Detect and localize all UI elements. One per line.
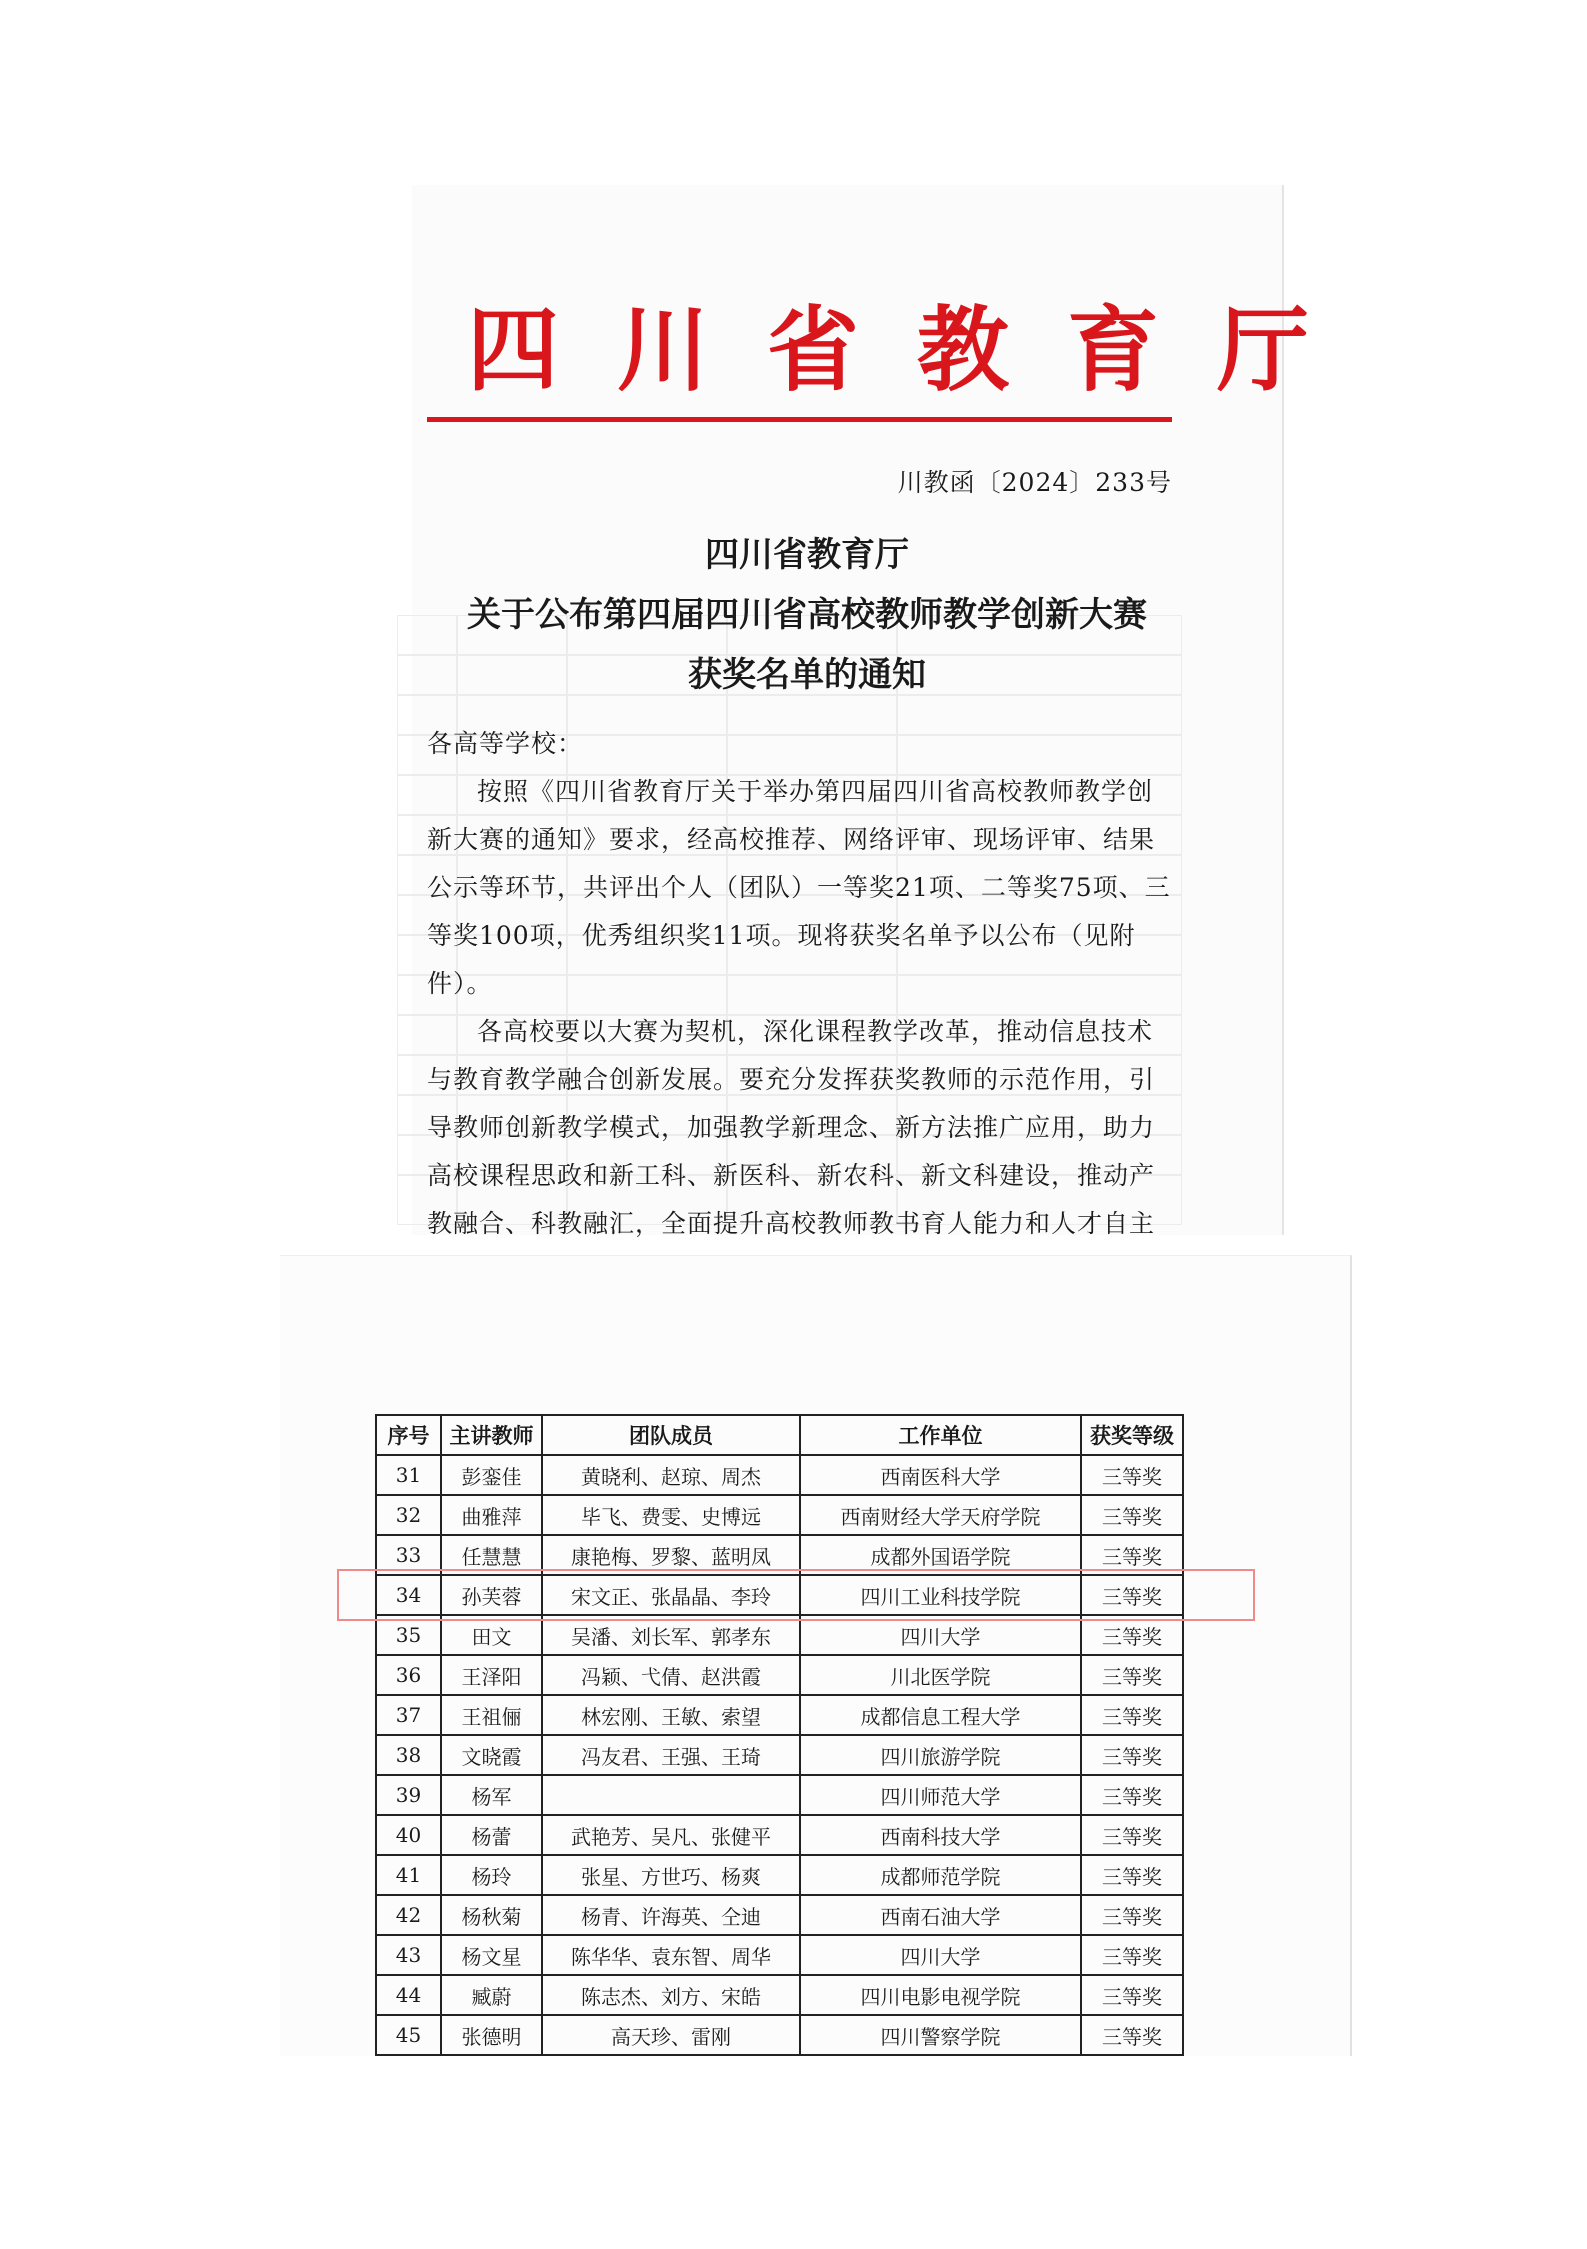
awards-table-page: [280, 1255, 1352, 2056]
cell-award-level: 三等奖: [1081, 1455, 1183, 1495]
header-index: 序号: [376, 1415, 441, 1455]
table-row: [376, 1855, 1183, 1895]
cell-institution: 四川电影电视学院: [800, 1975, 1081, 2015]
cell-lead-teacher: 彭銮佳: [441, 1455, 542, 1495]
table-row: [376, 1775, 1183, 1815]
title-line: 关于公布第四届四川省高校教师教学创新大赛: [467, 595, 1147, 635]
cell-lead-teacher: 张德明: [441, 2015, 542, 2055]
cell-team-members: 陈华华、袁东智、周华: [542, 1935, 800, 1975]
cell-team-members: 冯颖、弋倩、赵洪霞: [542, 1655, 800, 1695]
cell-lead-teacher: 杨玲: [441, 1855, 542, 1895]
cell-institution: 成都信息工程大学: [800, 1695, 1081, 1735]
cell-index: 43: [376, 1935, 441, 1975]
cell-lead-teacher: 臧蔚: [441, 1975, 542, 2015]
body-paragraph: 各高校要以大赛为契机，深化课程教学改革，推动信息技术与教育教学融合创新发展。要充分发挥获奖教师的示范作用，引导教师创新教学模式，加强教学新理念、新方法推广应用，助力高校课程思政和新工科、新医科、新农科、新文科建设，推动产教融合、科教融汇，全面提升高校教师教书育人能力和人才自主: [427, 1017, 1156, 1238]
table-row: [376, 1535, 1183, 1575]
cell-team-members: 黄晓利、赵琼、周杰: [542, 1455, 800, 1495]
cell-lead-teacher: 杨蕾: [441, 1815, 542, 1855]
cell-index: 37: [376, 1695, 441, 1735]
cell-award-level: 三等奖: [1081, 1815, 1183, 1855]
cell-index: 34: [376, 1575, 441, 1615]
cell-award-level: 三等奖: [1081, 1935, 1183, 1975]
table-row: [376, 1815, 1183, 1855]
issuer-header: 四川省教育厅: [467, 296, 1368, 404]
table-row: [376, 1975, 1183, 2015]
table-header-row: [376, 1415, 1183, 1455]
cell-award-level: 三等奖: [1081, 1695, 1183, 1735]
cell-index: 33: [376, 1535, 441, 1575]
cell-team-members: 陈志杰、刘方、宋皓: [542, 1975, 800, 2015]
cell-lead-teacher: 杨军: [441, 1775, 542, 1815]
cell-institution: 四川警察学院: [800, 2015, 1081, 2055]
cell-award-level: 三等奖: [1081, 1735, 1183, 1775]
table-row: [376, 1735, 1183, 1775]
cell-index: 32: [376, 1495, 441, 1535]
table-row-highlighted: [376, 1575, 1183, 1615]
cell-award-level: 三等奖: [1081, 1495, 1183, 1535]
cell-index: 45: [376, 2015, 441, 2055]
cell-index: 36: [376, 1655, 441, 1695]
body-paragraph: 按照《四川省教育厅关于举办第四届四川省高校教师教学创新大赛的通知》要求，经高校推荐、网络评审、现场评审、结果公示等环节，共评出个人（团队）一等奖21项、二等奖75项、三等奖100项，优秀组织奖11项。现将获奖名单予以公布（见附件）。: [427, 777, 1171, 998]
cell-institution: 四川旅游学院: [800, 1735, 1081, 1775]
cell-lead-teacher: 任慧慧: [441, 1535, 542, 1575]
cell-award-level: 三等奖: [1081, 1855, 1183, 1895]
cell-team-members: 高天珍、雷刚: [542, 2015, 800, 2055]
cell-lead-teacher: 文晓霞: [441, 1735, 542, 1775]
cell-team-members: 毕飞、费雯、史博远: [542, 1495, 800, 1535]
cell-index: 40: [376, 1815, 441, 1855]
cell-institution: 西南医科大学: [800, 1455, 1081, 1495]
cell-index: 38: [376, 1735, 441, 1775]
cell-team-members: 宋文正、张晶晶、李玲: [542, 1575, 800, 1615]
cell-lead-teacher: 王泽阳: [441, 1655, 542, 1695]
cell-team-members: 张星、方世巧、杨爽: [542, 1855, 800, 1895]
cell-lead-teacher: 田文: [441, 1615, 542, 1655]
cell-index: 39: [376, 1775, 441, 1815]
table-row: [376, 1495, 1183, 1535]
cell-team-members: [542, 1775, 800, 1815]
cell-institution: 成都师范学院: [800, 1855, 1081, 1895]
header-institution: 工作单位: [800, 1415, 1081, 1455]
table-row: [376, 1895, 1183, 1935]
salutation: 各高等学校：: [427, 729, 584, 758]
cell-institution: 四川师范大学: [800, 1775, 1081, 1815]
cell-team-members: 冯友君、王强、王琦: [542, 1735, 800, 1775]
awards-table: [375, 1414, 1184, 2056]
cell-lead-teacher: 王祖俪: [441, 1695, 542, 1735]
header-team-members: 团队成员: [542, 1415, 800, 1455]
cell-institution: 四川大学: [800, 1935, 1081, 1975]
cell-index: 41: [376, 1855, 441, 1895]
cell-award-level: 三等奖: [1081, 1575, 1183, 1615]
cell-team-members: 杨青、许海英、仝迪: [542, 1895, 800, 1935]
notice-page: [412, 185, 1368, 1238]
table-row: [376, 1615, 1183, 1655]
table-row: [376, 1455, 1183, 1495]
title-line: 获奖名单的通知: [688, 655, 926, 695]
cell-index: 31: [376, 1455, 441, 1495]
cell-institution: 西南科技大学: [800, 1815, 1081, 1855]
cell-team-members: 吴潘、刘长军、郭孝东: [542, 1615, 800, 1655]
cell-team-members: 武艳芳、吴凡、张健平: [542, 1815, 800, 1855]
cell-institution: 四川大学: [800, 1615, 1081, 1655]
cell-index: 42: [376, 1895, 441, 1935]
table-row: [376, 1935, 1183, 1975]
notice-body: [427, 720, 1177, 1296]
cell-team-members: 林宏刚、王敏、索望: [542, 1695, 800, 1735]
cell-award-level: 三等奖: [1081, 1615, 1183, 1655]
table-row: [376, 1695, 1183, 1735]
cell-lead-teacher: 杨文星: [441, 1935, 542, 1975]
title-line: 四川省教育厅: [705, 535, 909, 575]
cell-lead-teacher: 曲雅萍: [441, 1495, 542, 1535]
cell-institution: 四川工业科技学院: [800, 1575, 1081, 1615]
header-lead-teacher: 主讲教师: [441, 1415, 542, 1455]
cell-award-level: 三等奖: [1081, 1535, 1183, 1575]
header-award-level: 获奖等级: [1081, 1415, 1183, 1455]
cell-award-level: 三等奖: [1081, 1895, 1183, 1935]
cell-index: 44: [376, 1975, 441, 2015]
cell-institution: 西南财经大学天府学院: [800, 1495, 1081, 1535]
document-number: 川教函〔2024〕233号: [897, 468, 1172, 497]
cell-award-level: 三等奖: [1081, 1775, 1183, 1815]
red-divider: [427, 417, 1172, 422]
cell-award-level: 三等奖: [1081, 1975, 1183, 2015]
cell-institution: 成都外国语学院: [800, 1535, 1081, 1575]
cell-institution: 川北医学院: [800, 1655, 1081, 1695]
notice-title: [412, 525, 1202, 705]
cell-institution: 西南石油大学: [800, 1895, 1081, 1935]
table-row: [376, 1655, 1183, 1695]
cell-award-level: 三等奖: [1081, 1655, 1183, 1695]
cell-team-members: 康艳梅、罗黎、蓝明凤: [542, 1535, 800, 1575]
cell-award-level: 三等奖: [1081, 2015, 1183, 2055]
cell-index: 35: [376, 1615, 441, 1655]
cell-lead-teacher: 杨秋菊: [441, 1895, 542, 1935]
table-row: [376, 2015, 1183, 2055]
cell-lead-teacher: 孙芙蓉: [441, 1575, 542, 1615]
